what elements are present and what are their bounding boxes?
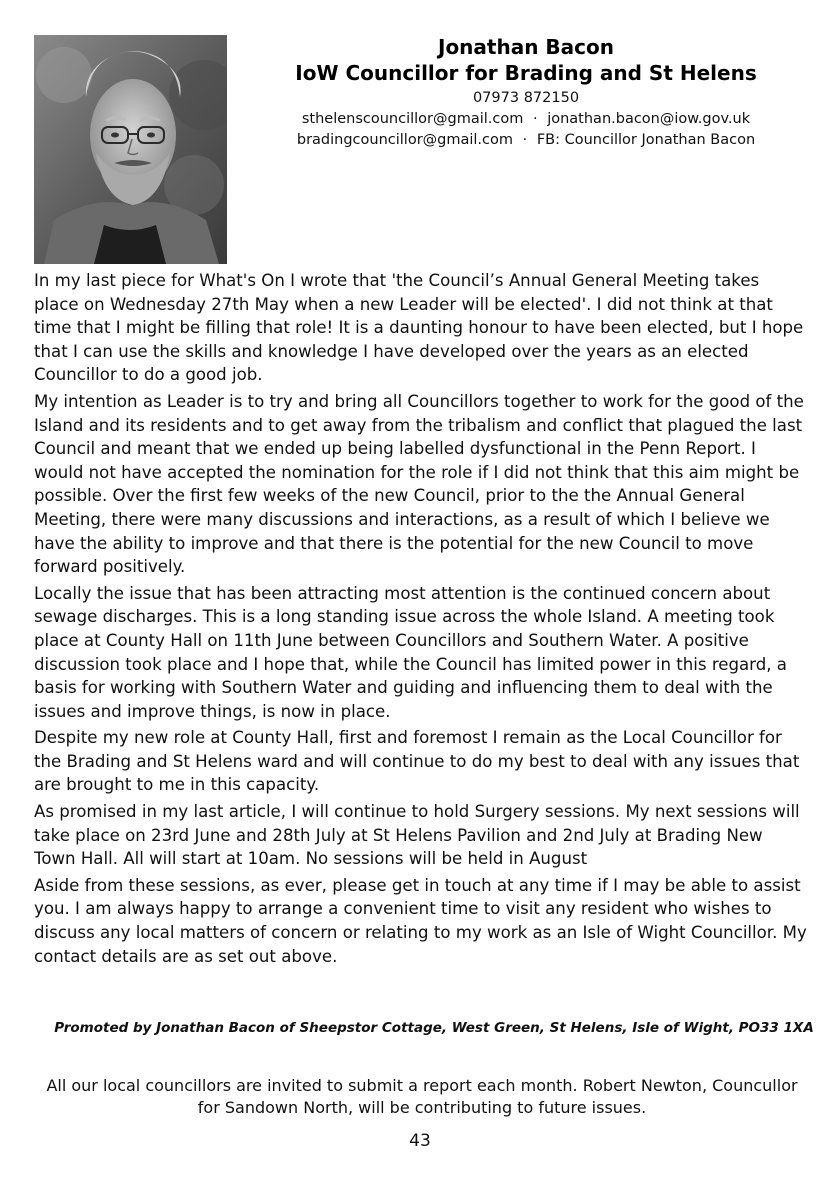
separator-dot: · bbox=[522, 132, 528, 148]
promoted-by-notice: Promoted by Jonathan Bacon of Sheepstor Cottage, West Green, St Helens, Isle of Wight, PO33 1XA bbox=[54, 1020, 814, 1036]
councillor-name: Jonathan Bacon bbox=[438, 35, 614, 59]
article-body bbox=[34, 269, 809, 971]
phone-number: 07973 872150 bbox=[472, 90, 580, 106]
email-brading[interactable]: bradingcouncillor@gmail.com bbox=[296, 132, 513, 148]
article-paragraph: Aside from these sessions, as ever, please get in touch at any time if I may be able to assist you. I am always happy to arrange a convenient time to visit any resident who wishes to discuss any local matters of concern or relating to my work as an Isle of Wight Councillor. My contact details are as set out above. bbox=[34, 875, 807, 966]
article-paragraph: Locally the issue that has been attracting most attention is the continued concern about sewage discharges. This is a long standing issue across the whole Island. A meeting took place at County Hall on 11th June between Councillors and Southern Water. A positive discussion took place and I hope that, while the Council has limited power in this regard, a basis for working with Southern Water and guiding and influencing them to deal with the issues and improve things, is now in place. bbox=[34, 583, 787, 721]
contact-line-social bbox=[256, 130, 796, 151]
page-number: 43 bbox=[409, 1131, 431, 1151]
email-iow[interactable]: jonathan.bacon@iow.gov.uk bbox=[547, 111, 751, 127]
separator-dot: · bbox=[532, 111, 538, 127]
contact-line-emails bbox=[256, 109, 796, 130]
councillor-header bbox=[256, 34, 796, 151]
article-paragraph: My intention as Leader is to try and bring all Councillors together to work for the good of the Island and its residents and to get away from the tribalism and conflict that plagued the last Council and meant that we ended up being labelled dysfunctional in the Penn Report. I would not have accepted the nomination for the role if I did not think that this aim might be possible. Over the first few weeks of the new Council, prior to the the Annual General Meeting, there were many discussions and interactions, as a result of which I believe we have the ability to improve and that there is the potential for the new Council to move forward positively. bbox=[34, 391, 804, 577]
article-paragraph: As promised in my last article, I will continue to hold Surgery sessions. My next sessions will take place on 23rd June and 28th July at St Helens Pavilion and 2nd July at Brading New Town Hall. All will start at 10am. No sessions will be held in August bbox=[34, 802, 800, 869]
article-paragraph: Despite my new role at County Hall, first and foremost I remain as the Local Councillor for the Brading and St Helens ward and will continue to do my best to deal with any issues that are brought to me in this capacity. bbox=[34, 728, 800, 795]
councillor-portrait-photo bbox=[34, 35, 227, 264]
councillor-role: IoW Councillor for Brading and St Helens bbox=[295, 61, 757, 85]
article-paragraph: In my last piece for What's On I wrote that 'the Council’s Annual General Meeting takes place on Wednesday 27th May when a new Leader will be elected'. I did not think at that time that I might be filling that role! It is a daunting honour to have been elected, but I hope that I can use the skills and knowledge I have developed over the years as an elected Councillor to do a good job. bbox=[34, 271, 804, 385]
email-sthelens[interactable]: sthelenscouncillor@gmail.com bbox=[301, 111, 524, 127]
facebook-handle[interactable]: FB: Councillor Jonathan Bacon bbox=[536, 132, 756, 148]
councillors-footnote: All our local councillors are invited to submit a report each month. Robert Newton, Councullor for Sandown North, will be contributing to future issues. bbox=[46, 1076, 798, 1117]
